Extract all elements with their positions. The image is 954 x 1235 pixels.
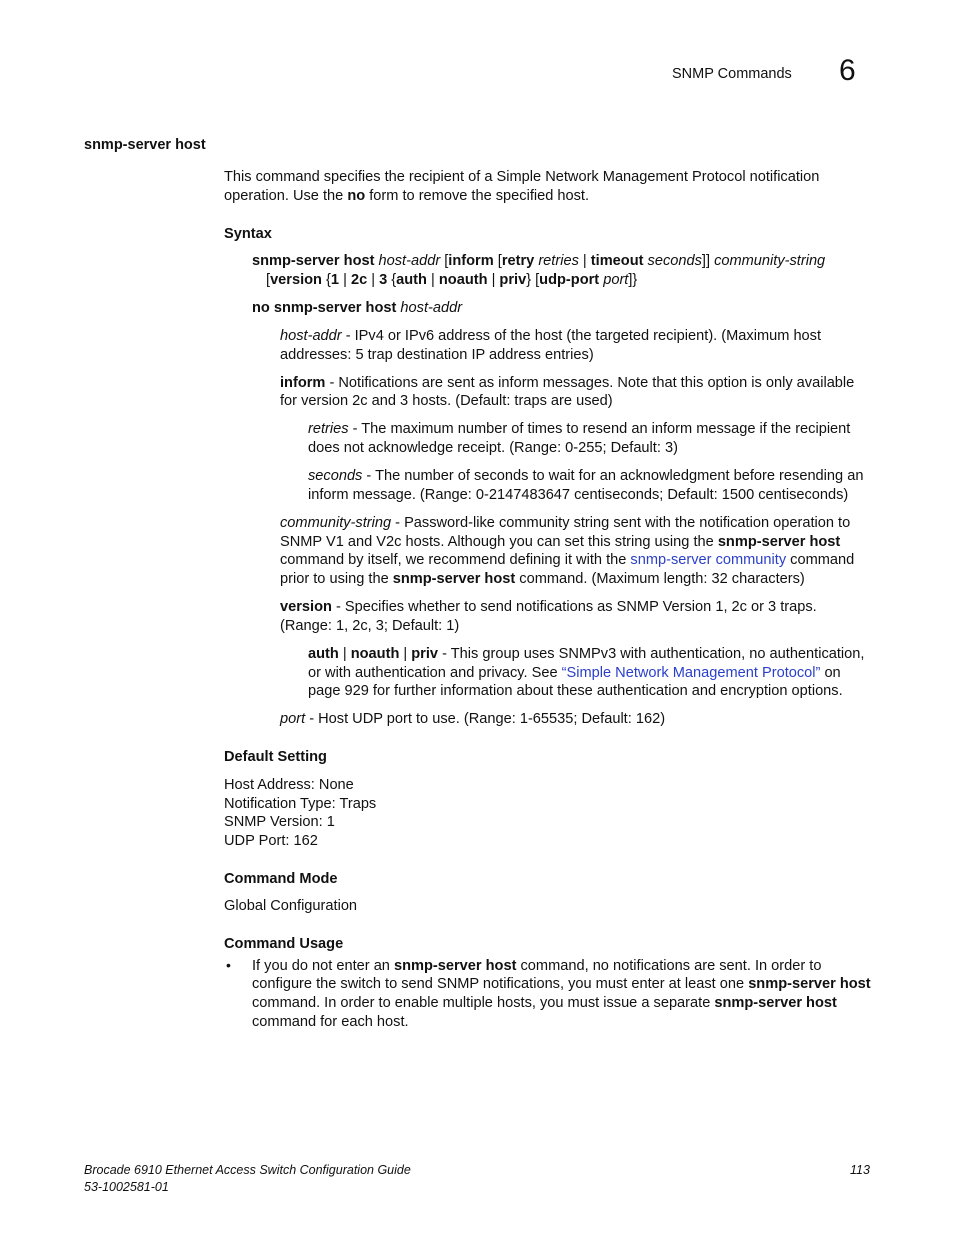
command-ref: snmp-server host <box>717 534 841 550</box>
default-line: Notification Type: Traps <box>224 796 377 812</box>
footer-guide-title: Brocade 6910 Ethernet Access Switch Configuration Guide <box>84 1163 411 1177</box>
default-line: UDP Port: 162 <box>224 833 318 849</box>
param-term: inform <box>280 375 326 391</box>
usage-line-2 <box>252 975 871 994</box>
param-desc: SNMP V1 and V2c hosts. Although you can set this string using the <box>280 534 718 550</box>
syntax-keyword: noauth <box>438 272 488 288</box>
syntax-punct: } [ <box>526 272 540 288</box>
param-auth <box>308 645 864 664</box>
syntax-line-1 <box>252 252 825 271</box>
param-desc: - Notifications are sent as inform messages. Note that this option is only available <box>325 375 855 391</box>
syntax-arg: retries <box>534 253 579 269</box>
syntax-arg: host-addr <box>374 253 441 269</box>
param-desc: command. (Maximum length: 32 characters) <box>515 571 805 587</box>
param-community-line-2 <box>280 533 840 552</box>
syntax-punct: [ <box>440 253 449 269</box>
param-port <box>280 710 665 729</box>
intro-text: form to remove the specified host. <box>365 188 590 204</box>
param-term: noauth <box>350 646 400 662</box>
syntax-keyword: 2c <box>350 272 368 288</box>
syntax-heading: Syntax <box>224 226 272 242</box>
syntax-line-2 <box>266 271 637 290</box>
syntax-punct: ]} <box>628 272 638 288</box>
param-desc: prior to using the <box>280 571 393 587</box>
command-ref: snmp-server host <box>392 571 516 587</box>
syntax-punct: | <box>487 272 500 288</box>
syntax-keyword: priv <box>499 272 527 288</box>
syntax-punct: | <box>426 272 439 288</box>
param-term: priv <box>411 646 439 662</box>
param-term: auth <box>308 646 339 662</box>
param-desc: command by itself, we recommend defining it with the <box>280 552 631 568</box>
command-mode-value: Global Configuration <box>224 898 358 914</box>
command-ref: snmp-server host <box>714 995 837 1011</box>
usage-text: configure the switch to send SNMP notifications, you must enter at least one <box>252 976 749 992</box>
syntax-punct: | <box>339 272 351 288</box>
param-term: seconds <box>308 468 363 484</box>
param-desc: - Specifies whether to send notifications as SNMP Version 1, 2c or 3 traps. <box>331 599 817 615</box>
param-community-line-3 <box>280 551 854 570</box>
syntax-punct: | <box>399 646 412 662</box>
param-term: port <box>280 711 306 727</box>
syntax-keyword: timeout <box>590 253 644 269</box>
param-host-addr <box>280 327 821 346</box>
syntax-keyword: udp-port <box>539 272 600 288</box>
command-usage-heading: Command Usage <box>224 936 344 952</box>
running-header-title: SNMP Commands <box>672 66 792 82</box>
no-keyword: no <box>347 188 366 204</box>
syntax-punct: [ <box>266 272 271 288</box>
syntax-keyword: inform <box>448 253 494 269</box>
usage-text: command, no notifications are sent. In order to <box>516 958 822 974</box>
usage-line-4: command for each host. <box>252 1014 409 1030</box>
footer-page-number: 113 <box>850 1163 870 1177</box>
command-ref: snmp-server host <box>393 958 517 974</box>
footer-doc-number: 53-1002581-01 <box>84 1180 169 1194</box>
syntax-keyword: 1 <box>330 272 340 288</box>
param-desc: - IPv4 or IPv6 address of the host (the targeted recipient). (Maximum host <box>341 328 822 344</box>
param-auth-line-2 <box>308 664 841 683</box>
param-retries <box>308 420 850 439</box>
param-community <box>280 514 850 533</box>
param-seconds <box>308 467 863 486</box>
param-desc: - Host UDP port to use. (Range: 1-65535; Default: 162) <box>305 711 666 727</box>
syntax-arg: host-addr <box>396 300 463 316</box>
param-seconds-cont: inform message. (Range: 0-2147483647 centiseconds; Default: 1500 centiseconds) <box>308 487 849 503</box>
syntax-punct: { <box>387 272 397 288</box>
param-term: retries <box>308 421 349 437</box>
syntax-keyword: 3 <box>379 272 388 288</box>
syntax-arg: community-string <box>714 253 826 269</box>
syntax-punct: | <box>578 253 591 269</box>
syntax-keyword: auth <box>396 272 427 288</box>
param-inform <box>280 374 854 393</box>
syntax-punct: [ <box>493 253 502 269</box>
param-desc: - The maximum number of times to resend an inform message if the recipient <box>348 421 851 437</box>
param-desc: on <box>820 665 841 681</box>
snmp-section-link[interactable]: “Simple Network Management Protocol” <box>561 665 821 681</box>
default-line: Host Address: None <box>224 777 354 793</box>
param-term: version <box>280 599 332 615</box>
usage-line-3 <box>252 994 837 1013</box>
syntax-arg: seconds <box>643 253 702 269</box>
intro-text: operation. Use the <box>224 188 348 204</box>
param-version <box>280 598 817 617</box>
syntax-punct: | <box>367 272 380 288</box>
usage-text: If you do not enter an <box>252 958 394 974</box>
command-ref: snmp-server host <box>748 976 871 992</box>
param-term: community-string <box>280 515 392 531</box>
default-setting-heading: Default Setting <box>224 749 327 765</box>
param-desc: - The number of seconds to wait for an acknowledgment before resending an <box>362 468 864 484</box>
syntax-punct: { <box>321 272 331 288</box>
snmp-server-community-link[interactable]: snmp-server community <box>630 552 787 568</box>
syntax-keyword: retry <box>501 253 535 269</box>
chapter-number: 6 <box>839 54 856 87</box>
syntax-punct: ]] <box>701 253 715 269</box>
usage-text: command. In order to enable multiple hosts, you must issue a separate <box>252 995 715 1011</box>
param-desc: - This group uses SNMPv3 with authentication, no authentication, <box>438 646 865 662</box>
param-community-line-4 <box>280 570 805 589</box>
param-auth-line-3: page 929 for further information about these authentication and encryption options. <box>308 683 843 699</box>
param-inform-cont: for version 2c and 3 hosts. (Default: traps are used) <box>280 393 613 409</box>
syntax-keyword: no snmp-server host <box>252 300 397 316</box>
param-desc: or with authentication and privacy. See <box>308 665 562 681</box>
default-line: SNMP Version: 1 <box>224 814 335 830</box>
intro-line-1: This command specifies the recipient of a Simple Network Management Protocol notification <box>224 169 820 185</box>
intro-line-2 <box>224 187 589 206</box>
command-title: snmp-server host <box>84 137 206 153</box>
param-desc: command <box>786 552 855 568</box>
syntax-punct: | <box>338 646 351 662</box>
syntax-keyword: snmp-server host <box>252 253 375 269</box>
param-term: host-addr <box>280 328 342 344</box>
syntax-arg: port <box>599 272 629 288</box>
command-mode-heading: Command Mode <box>224 871 338 887</box>
syntax-keyword: version <box>270 272 322 288</box>
param-host-addr-cont: addresses: 5 trap destination IP address entries) <box>280 347 594 363</box>
param-version-cont: (Range: 1, 2c, 3; Default: 1) <box>280 618 460 634</box>
bullet-icon: • <box>226 957 231 973</box>
param-retries-cont: does not acknowledge receipt. (Range: 0-255; Default: 3) <box>308 440 678 456</box>
usage-line-1 <box>252 957 821 976</box>
param-desc: - Password-like community string sent with the notification operation to <box>391 515 851 531</box>
syntax-no-form <box>252 299 462 318</box>
